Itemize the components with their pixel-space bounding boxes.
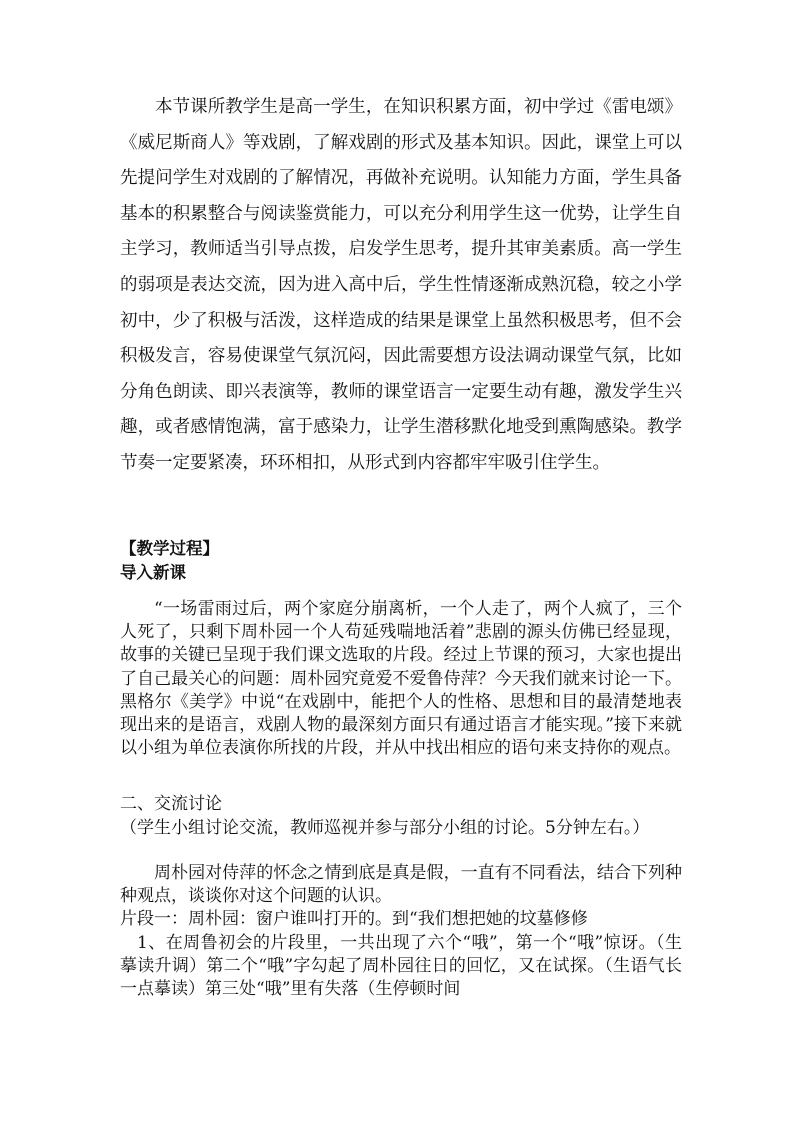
part-two-title: 二、交流讨论 — [120, 794, 222, 814]
subsection-title: 导入新课 — [120, 563, 186, 582]
question-paragraph: 周朴园对侍萍的怀念之情到底是真是假，一直有不同看法，结合下列种种观点，谈谈你对这个问题的认识。 — [120, 863, 682, 907]
discussion-note: （学生小组讨论交流，教师巡视并参与部分小组的讨论。5分钟左右。） — [120, 818, 650, 838]
intro-paragraph: 本节课所教学生是高一学生，在知识积累方面，初中学过《雷电颂》《威尼斯商人》等戏剧，了解戏剧的形式及基本知识。因此，课堂上可以先提问学生对戏剧的了解情况，再做补充说明。认知能力方面，学生具备基本的积累整合与阅读鉴赏能力，可以充分利用学生这一优势，让学生自主学习，教师适当引导点拨，启发学生思考，提升其审美素质。高一学生的弱项是表达交流，因为进入高中后，学生性情逐渐成熟沉稳，较之小学初中，少了积极与活泼，这样造成的结果是课堂上虽然积极思考，但不会积极发言，容易使课堂气氛沉闷，因此需要想方设法调动课堂气氛，比如分角色朗读、即兴表演等，教师的课堂语言一定要生动有趣，激发学生兴趣，或者感情饱满，富于感染力，让学生潜移默化地受到熏陶感染。教学节奏一定要紧凑，环环相扣，从形式到内容都牢牢吸引住学生。 — [120, 97, 682, 473]
section-title: 【教学过程】 — [120, 539, 219, 558]
excerpt-one: 片段一：周朴园：窗户谁叫打开的。到“我们想把她的坟墓修修 — [120, 909, 588, 929]
analysis-one: 1、在周鲁初会的片段里，一共出现了六个“哦”，第一个“哦”惊讶。（生摹读升调）第二个“哦”字勾起了周朴园往日的回忆，又在试探。（生语气长一点摹读）第三处“哦”里有失落（生停顿时间 — [120, 933, 682, 1000]
intro-lesson-paragraph: “一场雷雨过后，两个家庭分崩离析，一个人走了，两个人疯了，三个人死了，只剩下周朴园一个人苟延残喘地活着”悲剧的源头仿佛已经显现，故事的关键已呈现于我们课文选取的片段。经过上节课的预习，大家也提出了自己最关心的问题：周朴园究竟爱不爱鲁侍萍？今天我们就来讨论一下。黑格尔《美学》中说“在戏剧中，能把个人的性格、思想和目的最清楚地表现出来的是语言，戏剧人物的最深刻方面只有通过语言才能实现。”接下来就以小组为单位表演你所找的片段，并从中找出相应的语句来支持你的观点。 — [120, 599, 682, 759]
